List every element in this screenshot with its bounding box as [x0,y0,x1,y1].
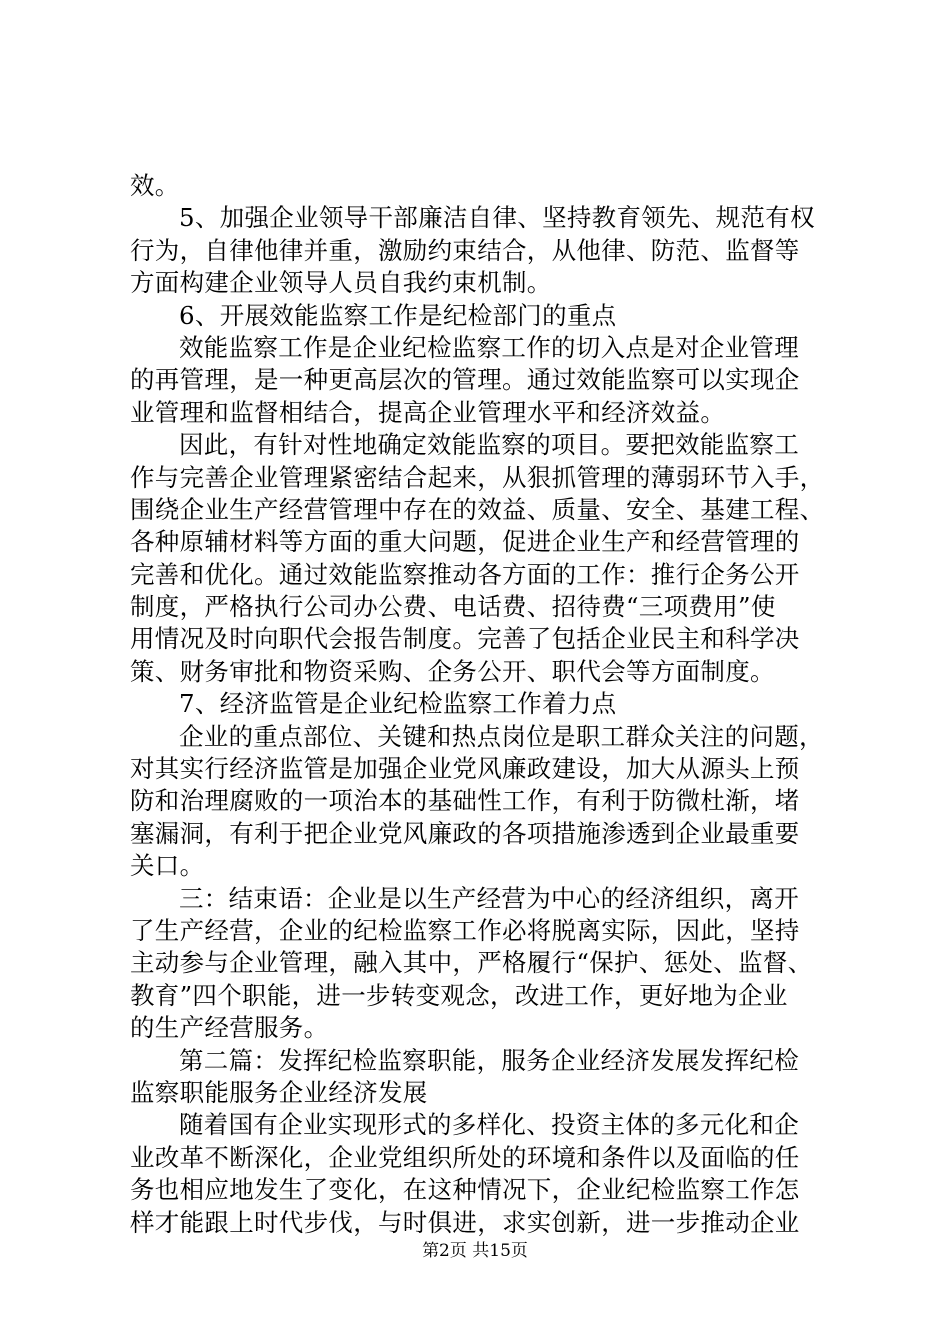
text-line: 策、财务审批和物资采购、企务公开、职代会等方面制度。 [130,656,775,686]
text-line: 5、加强企业领导干部廉洁自律、坚持教育领先、规范有权 [179,203,815,233]
text-line: 7、经济监管是企业纪检监察工作着力点 [179,689,617,719]
text-line: 塞漏洞，有利于把企业党风廉政的各项措施渗透到企业最重要 [130,818,800,848]
text-line: 的生产经营服务。 [130,1013,329,1043]
page-footer: 第2页 共15页 [422,1241,528,1261]
text-line: 了生产经营，企业的纪检监察工作必将脱离实际，因此，坚持 [130,915,800,945]
text-line: 方面构建企业领导人员自我约束机制。 [130,268,552,298]
text-line: 企业的重点部位、关键和热点岗位是职工群众关注的问题， [179,721,824,751]
text-line: 效能监察工作是企业纪检监察工作的切入点是对企业管理 [179,332,799,362]
text-line: 三：结束语：企业是以生产经营为中心的经济组织，离开 [179,883,799,913]
text-line: 的再管理，是一种更高层次的管理。通过效能监察可以实现企 [130,365,800,395]
document-body [130,170,840,1239]
text-line: 样才能跟上时代步伐，与时俱进，求实创新，进一步推动企业 [130,1207,800,1237]
text-line: 主动参与企业管理，融入其中，严格履行“保护、惩处、监督、 [130,948,813,978]
text-line: 防和治理腐败的一项治本的基础性工作，有利于防微杜渐，堵 [130,786,800,816]
text-line: 教育”四个职能，进一步转变观念，改进工作，更好地为企业 [130,980,788,1010]
text-line: 作与完善企业管理紧密结合起来，从狠抓管理的薄弱环节入手， [130,462,825,492]
text-line: 业管理和监督相结合，提高企业管理水平和经济效益。 [130,397,726,427]
text-line: 对其实行经济监管是加强企业党风廉政建设，加大从源头上预 [130,754,800,784]
text-line: 6、开展效能监察工作是纪检部门的重点 [179,300,617,330]
text-line: 关口。 [130,851,205,881]
text-line: 效。 [130,171,180,200]
text-line: 制度，严格执行公司办公费、电话费、招待费“三项费用”使 [130,592,776,622]
text-line: 监察职能服务企业经济发展 [130,1077,428,1107]
text-line: 务也相应地发生了变化，在这种情况下，企业纪检监察工作怎 [130,1175,800,1205]
text-line: 第二篇：发挥纪检监察职能，服务企业经济发展发挥纪检 [179,1045,799,1075]
text-line: 完善和优化。通过效能监察推动各方面的工作：推行企务公开 [130,559,800,589]
text-line: 随着国有企业实现形式的多样化、投资主体的多元化和企 [179,1110,799,1140]
text-line: 因此，有针对性地确定效能监察的项目。要把效能监察工 [179,430,799,460]
text-line: 业改革不断深化，企业党组织所处的环境和条件以及面临的任 [130,1142,800,1172]
text-line: 行为，自律他律并重，激励约束结合，从他律、防范、监督等 [130,235,800,265]
text-line: 围绕企业生产经营管理中存在的效益、质量、安全、基建工程、 [130,494,825,524]
text-line: 各种原辅材料等方面的重大问题，促进企业生产和经营管理的 [130,527,800,557]
text-line: 用情况及时向职代会报告制度。完善了包括企业民主和科学决 [130,624,800,654]
